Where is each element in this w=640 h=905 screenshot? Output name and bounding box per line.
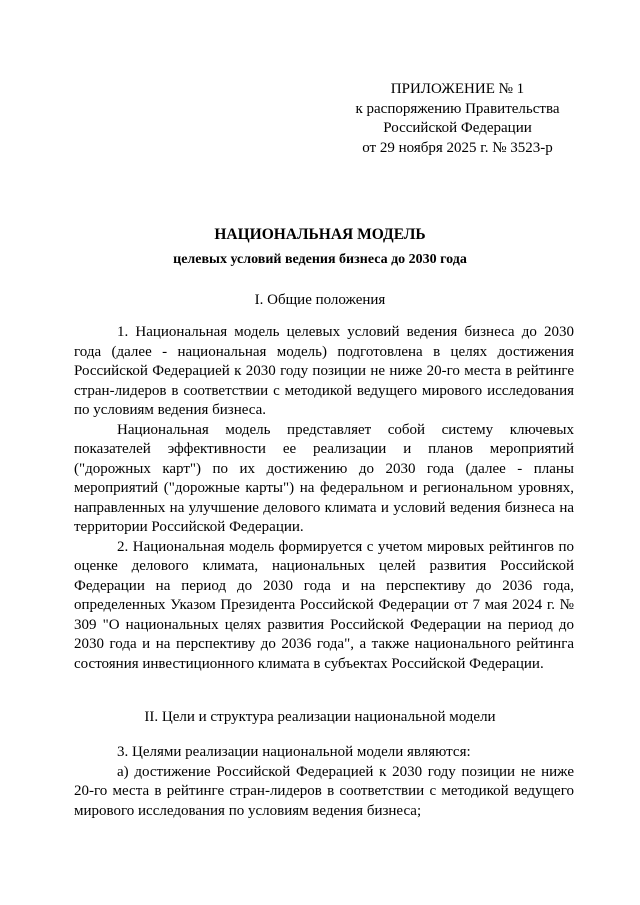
section-2-heading: II. Цели и структура реализации национальной модели (144, 709, 496, 725)
paragraph: 2. Национальная модель формируется с учетом мировых рейтингов по оценке делового климата, национальных целей развития Российской Федерации на период до 2030 года и на перспективу до 2036 года, определенных Указом Президента Российской Федерации от 7 мая 2024 г. № 309 "О национальных целях развития Российской Федерации на период до 2030 года и на перспективу до 2036 года", а также национального рейтинга состояния инвестиционного климата в субъектах Российской Федерации. (74, 538, 574, 672)
document-subtitle: целевых условий ведения бизнеса до 2030 года (173, 252, 467, 267)
paragraph: 3. Целями реализации национальной модели являются: (117, 744, 471, 760)
paragraph: а) достижение Российской Федерацией к 2030 году позиции не ниже 20-го места в рейтинге стран-лидеров в соответствии с методикой ведущего мирового исследования по условиям ведения бизнеса; (74, 763, 574, 819)
document-title: НАЦИОНАЛЬНАЯ МОДЕЛЬ (214, 226, 426, 243)
appendix-decree-line: к распоряжению Правительства (355, 100, 560, 117)
paragraph: Национальная модель представляет собой систему ключевых показателей эффективности ее реализации и планов мероприятий ("дорожных карт") по их достижению до 2030 года (далее - планы мероприятий ("дорожные карты") на федеральном и региональном уровнях, направленных на улучшение делового климата и условий ведения бизнеса на территории Российской Федерации. (74, 421, 574, 535)
appendix-country-line: Российской Федерации (383, 120, 532, 136)
appendix-date-line: от 29 ноября 2025 г. № 3523-р (362, 139, 553, 156)
appendix-header (340, 80, 575, 158)
paragraph: 1. Национальная модель целевых условий ведения бизнеса до 2030 года (далее - национальная модель) подготовлена в целях достижения Российской Федерацией к 2030 году позиции не ниже 20-го места в рейтинге стран-лидеров в соответствии с методикой ведущего мирового исследования по условиям ведения бизнеса. (74, 324, 574, 418)
section-1-heading: I. Общие положения (254, 292, 386, 308)
appendix-number: ПРИЛОЖЕНИЕ № 1 (390, 81, 525, 97)
section-1-body (74, 323, 574, 674)
section-2-body (74, 743, 574, 821)
